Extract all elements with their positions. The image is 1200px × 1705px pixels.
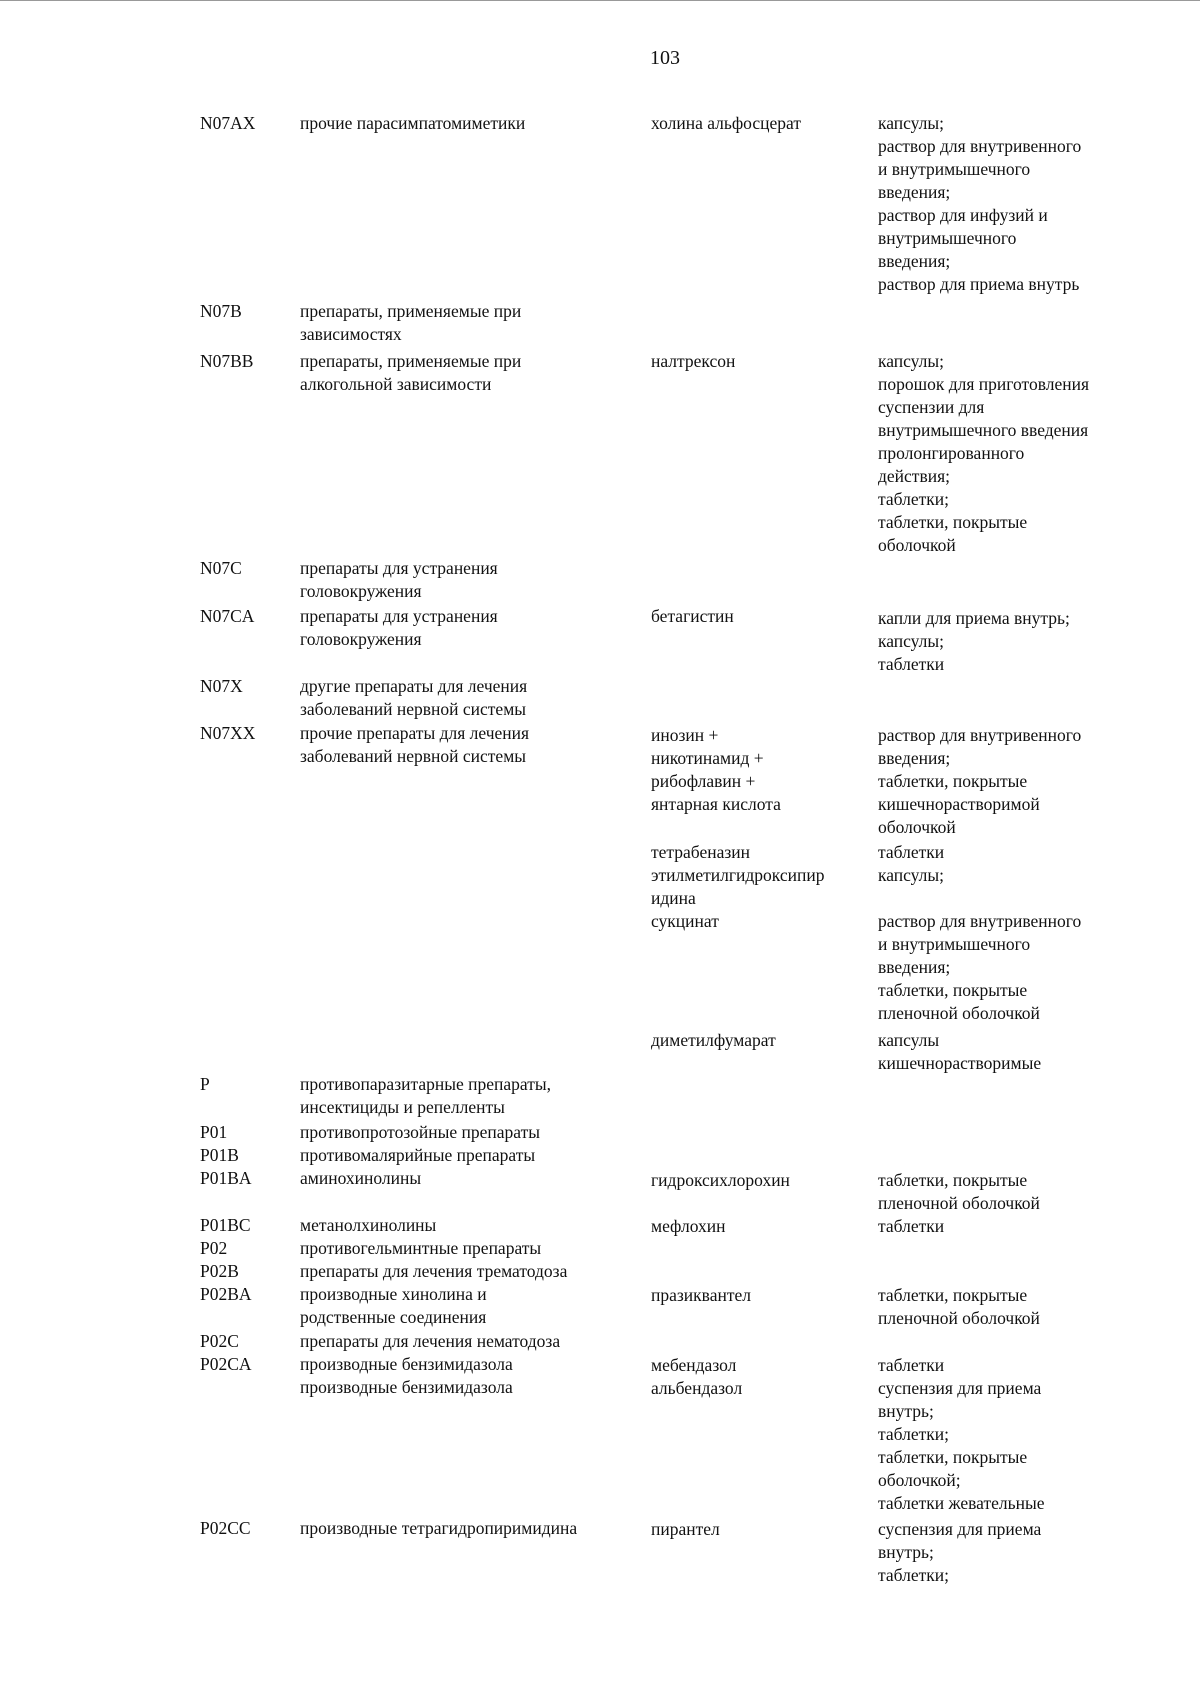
dosage-forms: таблетки, покрытые пленочной оболочкой [878, 1285, 1040, 1328]
substance-name: налтрексон [651, 351, 736, 371]
substance-name: тетрабеназин [651, 842, 751, 862]
group-name: производные бензимидазола [300, 1354, 513, 1374]
atc-code: P02BA [200, 1284, 252, 1304]
atc-code: N07BB [200, 351, 254, 371]
atc-code: P01BA [200, 1168, 252, 1188]
group-name: производные бензимидазола [300, 1377, 513, 1397]
dosage-forms: капсулы; раствор для внутривенного и внутримышечного введения; таблетки, покрытые пленочной оболочкой [878, 865, 1082, 1023]
substance-name: мебендазол [651, 1355, 737, 1375]
group-name: противогельминтные препараты [300, 1238, 542, 1258]
substance-name: холина альфосцерат [651, 113, 801, 133]
group-name: прочие препараты для лечения заболеваний нервной системы [300, 723, 530, 766]
substance-name: гидроксихлорохин [651, 1170, 790, 1190]
atc-code: N07C [200, 558, 242, 578]
atc-code: P02B [200, 1261, 239, 1281]
substance-name: пирантел [651, 1519, 720, 1539]
dosage-forms: раствор для внутривенного введения; таблетки, покрытые кишечнорастворимой оболочкой [878, 725, 1082, 837]
atc-code: P02CC [200, 1518, 251, 1538]
dosage-forms: суспензия для приема внутрь; таблетки; таблетки, покрытые оболочкой; таблетки жевательные [878, 1378, 1045, 1513]
atc-code: N07CA [200, 606, 255, 626]
atc-code: P02 [200, 1238, 228, 1258]
group-name: другие препараты для лечения заболеваний нервной системы [300, 676, 528, 719]
atc-code: P [200, 1074, 210, 1094]
atc-code: N07X [200, 676, 243, 696]
page-number: 103 [650, 47, 680, 69]
group-name: прочие парасимпатомиметики [300, 113, 526, 133]
atc-code: N07AX [200, 113, 256, 133]
atc-code: N07B [200, 301, 242, 321]
dosage-forms: капсулы; порошок для приготовления суспензии для внутримышечного введения пролонгированного действия; таблетки; таблетки, покрытые оболочкой [878, 351, 1089, 555]
group-name: препараты, применяемые при зависимостях [300, 301, 522, 344]
atc-code: P01BC [200, 1215, 251, 1235]
group-name: противомалярийные препараты [300, 1145, 536, 1165]
group-name: аминохинолины [300, 1168, 422, 1188]
substance-name: альбендазол [651, 1378, 743, 1398]
dosage-forms: капсулы кишечнорастворимые [878, 1030, 1042, 1073]
atc-code: N07XX [200, 723, 256, 743]
group-name: препараты для устранения головокружения [300, 606, 498, 649]
dosage-forms: таблетки, покрытые пленочной оболочкой [878, 1170, 1040, 1213]
group-name: противопротозойные препараты [300, 1122, 541, 1142]
dosage-forms: таблетки [878, 1216, 945, 1236]
dosage-forms: капли для приема внутрь; капсулы; таблетки [878, 608, 1070, 674]
atc-code: P02CA [200, 1354, 252, 1374]
scan-edge-line [0, 0, 1200, 1]
atc-code: P01 [200, 1122, 228, 1142]
group-name: препараты для лечения трематодоза [300, 1261, 568, 1281]
group-name: производные тетрагидропиримидина [300, 1518, 578, 1538]
dosage-forms: таблетки [878, 1355, 945, 1375]
substance-name: мефлохин [651, 1216, 726, 1236]
group-name: противопаразитарные препараты, инсектициды и репелленты [300, 1074, 551, 1117]
dosage-forms: суспензия для приема внутрь; таблетки; [878, 1519, 1042, 1585]
group-name: препараты, применяемые при алкогольной зависимости [300, 351, 522, 394]
group-name: препараты для устранения головокружения [300, 558, 498, 601]
group-name: производные хинолина и родственные соединения [300, 1284, 487, 1327]
substance-name: празиквантел [651, 1285, 751, 1305]
atc-code: P02C [200, 1331, 239, 1351]
substance-name: бетагистин [651, 606, 734, 626]
atc-code: P01B [200, 1145, 239, 1165]
dosage-forms: таблетки [878, 842, 945, 862]
group-name: метанолхинолины [300, 1215, 437, 1235]
substance-name: этилметилгидроксипир идина сукцинат [651, 865, 825, 931]
substance-name: диметилфумарат [651, 1030, 776, 1050]
substance-name: инозин + никотинамид + рибофлавин + янтарная кислота [651, 725, 781, 814]
group-name: препараты для лечения нематодоза [300, 1331, 561, 1351]
dosage-forms: капсулы; раствор для внутривенного и внутримышечного введения; раствор для инфузий и внутримышечного введения; раствор для приема внутрь [878, 113, 1082, 294]
